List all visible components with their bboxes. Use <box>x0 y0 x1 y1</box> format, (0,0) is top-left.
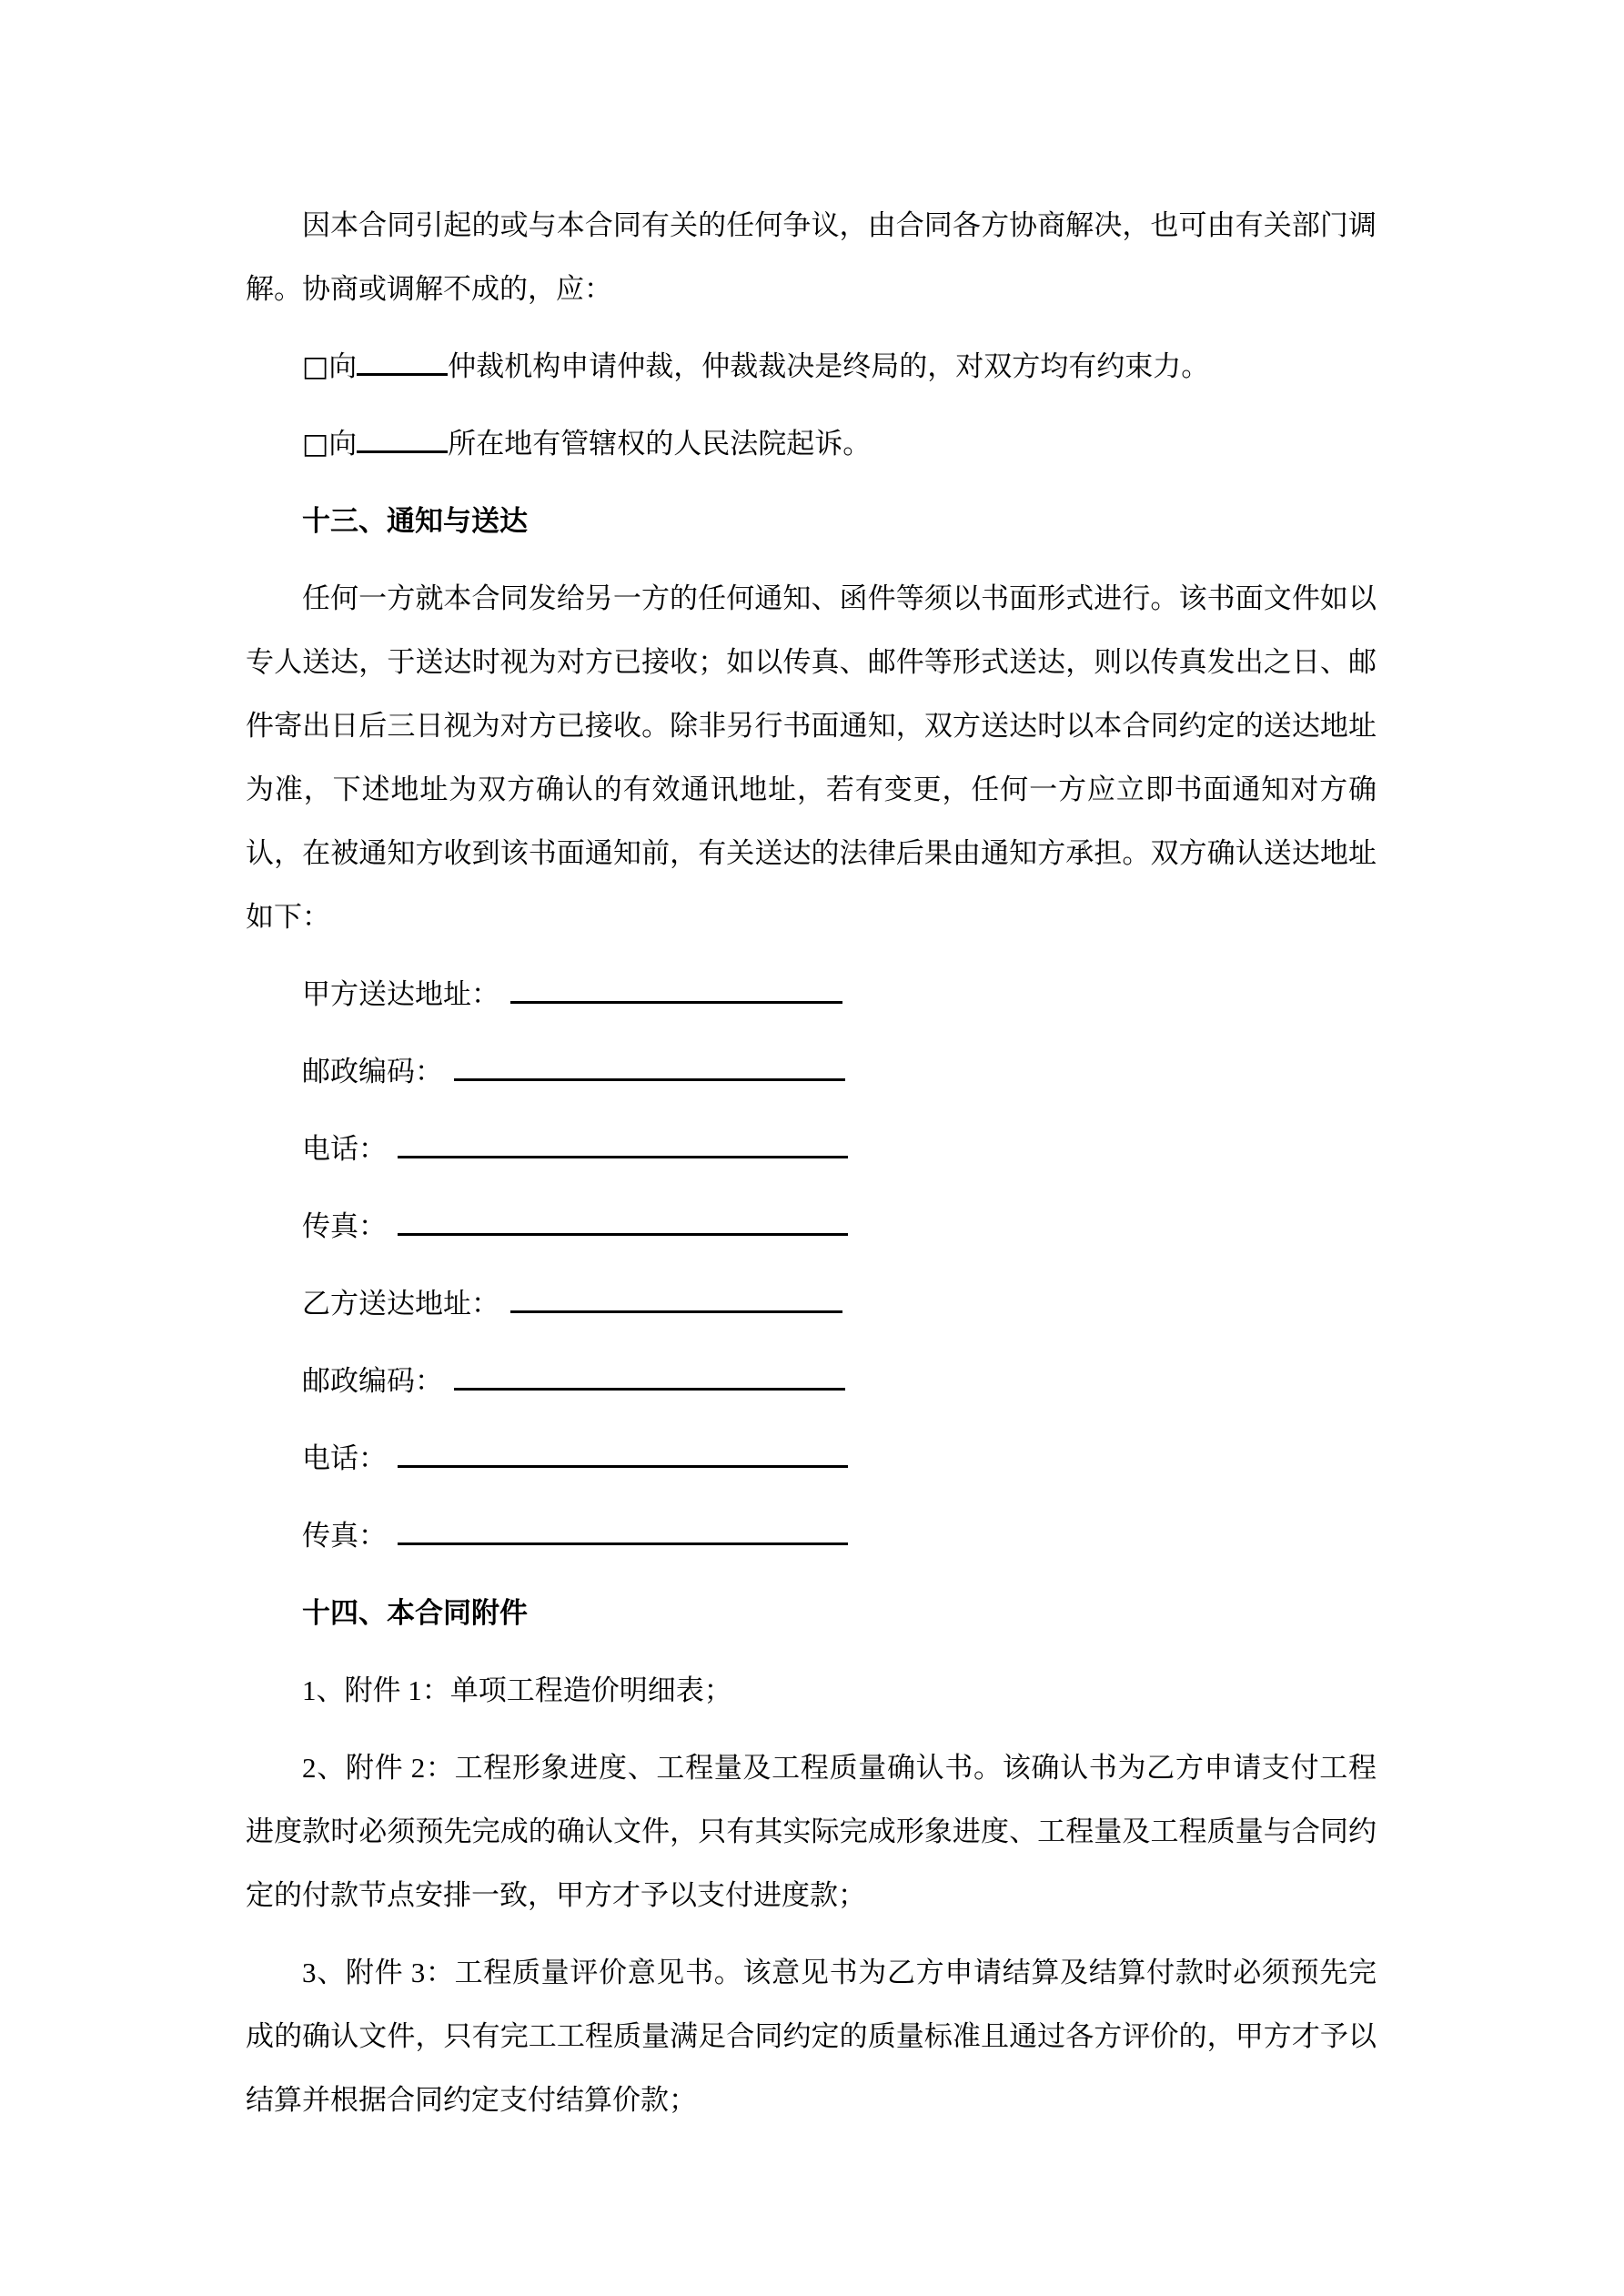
field-postal-code-b <box>246 1350 1377 1413</box>
option-arbitration-pre-text: 向 <box>328 350 358 382</box>
field-fax-b <box>246 1504 1377 1568</box>
option-arbitration <box>246 335 1377 399</box>
party-a-address-blank[interactable] <box>510 976 842 1004</box>
field-label: 传真： <box>302 1210 387 1242</box>
field-label: 邮政编码： <box>302 1056 443 1087</box>
field-label: 电话： <box>302 1133 387 1165</box>
field-fax-a <box>246 1195 1377 1259</box>
option-arbitration-text: 仲裁机构申请仲裁，仲裁裁决是终局的，对双方均有约束力。 <box>448 350 1210 382</box>
option-litigation <box>246 412 1377 476</box>
arbitration-authority-blank[interactable] <box>357 348 448 376</box>
phone-b-blank[interactable] <box>398 1440 848 1468</box>
section-13-heading: 十三、通知与送达 <box>302 505 528 537</box>
postal-code-b-blank[interactable] <box>454 1362 845 1391</box>
fax-a-blank[interactable] <box>398 1208 848 1236</box>
contract-body <box>246 194 1377 2146</box>
attachment-item-2: 2、附件 2：工程形象进度、工程量及工程质量确认书。该确认书为乙方申请支付工程进度款时必须预先完成的确认文件，只有其实际完成形象进度、工程量及工程质量与合同约定的付款节点安排一致，甲方才予以支付进度款； <box>246 1752 1377 1911</box>
party-b-address-blank[interactable] <box>510 1285 842 1313</box>
section-13-body: 任何一方就本合同发给另一方的任何通知、函件等须以书面形式进行。该书面文件如以专人送达，于送达时视为对方已接收；如以传真、邮件等形式送达，则以传真发出之日、邮件寄出日后三日视为对方已接收。除非另行书面通知，双方送达时以本合同约定的送达地址为准，下述地址为双方确认的有效通讯地址，若有变更，任何一方应立即书面通知对方确认，在被通知方收到该书面通知前，有关送达的法律后果由通知方承担。双方确认送达地址如下： <box>246 582 1377 933</box>
field-label: 传真： <box>302 1520 387 1552</box>
paragraph-dispute-resolution: 因本合同引起的或与本合同有关的任何争议，由合同各方协商解决，也可由有关部门调解。协商或调解不成的，应： <box>246 209 1377 305</box>
checkbox-icon[interactable]: □ <box>302 350 329 383</box>
field-party-b-address <box>246 1272 1377 1336</box>
field-phone-a <box>246 1118 1377 1181</box>
checkbox-icon[interactable]: □ <box>302 428 329 460</box>
option-litigation-text: 所在地有管辖权的人民法院起诉。 <box>448 428 872 460</box>
attachment-item-3: 3、附件 3：工程质量评价意见书。该意见书为乙方申请结算及结算付款时必须预先完成的确认文件，只有完工工程质量满足合同约定的质量标准且通过各方评价的，甲方才予以结算并根据合同约定支付结算价款； <box>246 1957 1377 2116</box>
field-phone-b <box>246 1427 1377 1491</box>
phone-a-blank[interactable] <box>398 1130 848 1158</box>
litigation-court-blank[interactable] <box>357 425 448 453</box>
postal-code-a-blank[interactable] <box>454 1053 845 1081</box>
section-14-heading: 十四、本合同附件 <box>302 1597 528 1629</box>
option-litigation-pre-text: 向 <box>328 428 358 460</box>
attachment-item-1: 1、附件 1：单项工程造价明细表； <box>302 1674 732 1706</box>
field-label: 乙方送达地址： <box>302 1288 499 1320</box>
field-label: 甲方送达地址： <box>302 978 499 1010</box>
field-party-a-address <box>246 963 1377 1027</box>
field-postal-code-a <box>246 1040 1377 1104</box>
field-label: 邮政编码： <box>302 1365 443 1397</box>
field-label: 电话： <box>302 1442 387 1474</box>
fax-b-blank[interactable] <box>398 1517 848 1545</box>
